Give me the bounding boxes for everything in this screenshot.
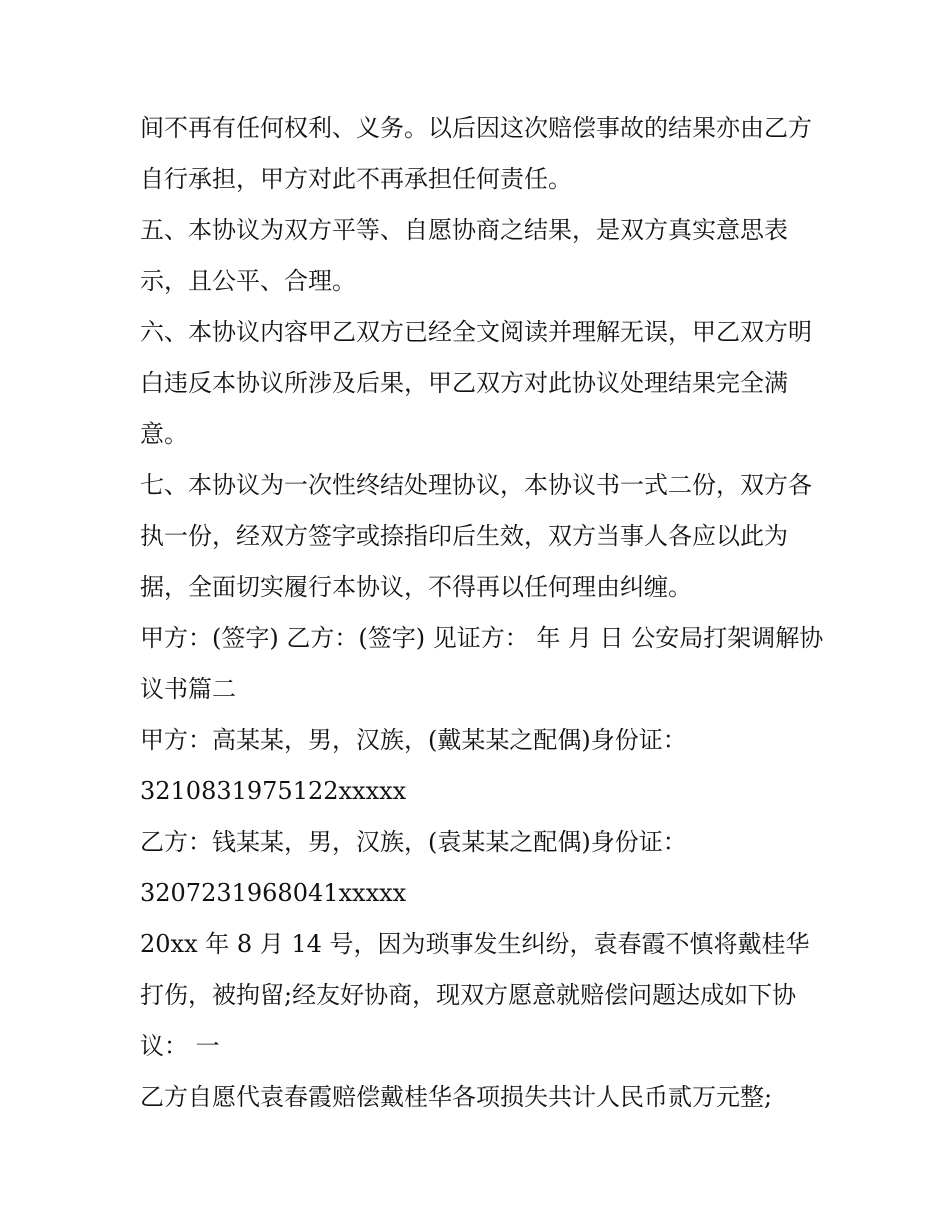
paragraph: 五、本协议为双方平等、自愿协商之结果，是双方真实意思表示，且公平、合理。 bbox=[140, 216, 788, 295]
paragraph: 六、本协议内容甲乙双方已经全文阅读并理解无误，甲乙双方明白违反本协议所涉及后果，甲乙双方对此协议处理结果完全满意。 bbox=[140, 318, 812, 448]
party-a-line: 甲方：高某某，男，汉族，(戴某某之配偶)身份证： bbox=[140, 726, 687, 754]
party-b-id-number: 3207231968041xxxxx bbox=[140, 879, 407, 907]
paragraph: 乙方自愿代袁春霞赔偿戴桂华各项损失共计人民币贰万元整; bbox=[140, 1083, 773, 1111]
paragraph: 七、本协议为一次性终结处理协议，本协议书一式二份，双方各执一份，经双方签字或捺指印后生效，双方当事人各应以此为据，全面切实履行本协议，不得再以任何理由纠缠。 bbox=[140, 471, 812, 601]
paragraph: 20xx 年 8 月 14 号，因为琐事发生纠纷，袁春霞不慎将戴桂华打伤，被拘留;经友好协商，现双方愿意就赔偿问题达成如下协议： 一 bbox=[140, 930, 810, 1060]
paragraph: 间不再有任何权利、义务。以后因这次赔偿事故的结果亦由乙方自行承担，甲方对此不再承担任何责任。 bbox=[140, 114, 812, 193]
document-body bbox=[140, 103, 830, 1123]
signature-line: 甲方：(签字) 乙方：(签字) 见证方： 年 月 日 公安局打架调解协议书篇二 bbox=[140, 624, 824, 703]
party-a-id-number: 3210831975122xxxxx bbox=[140, 777, 407, 805]
party-b-line: 乙方：钱某某，男，汉族，(袁某某之配偶)身份证： bbox=[140, 828, 687, 856]
